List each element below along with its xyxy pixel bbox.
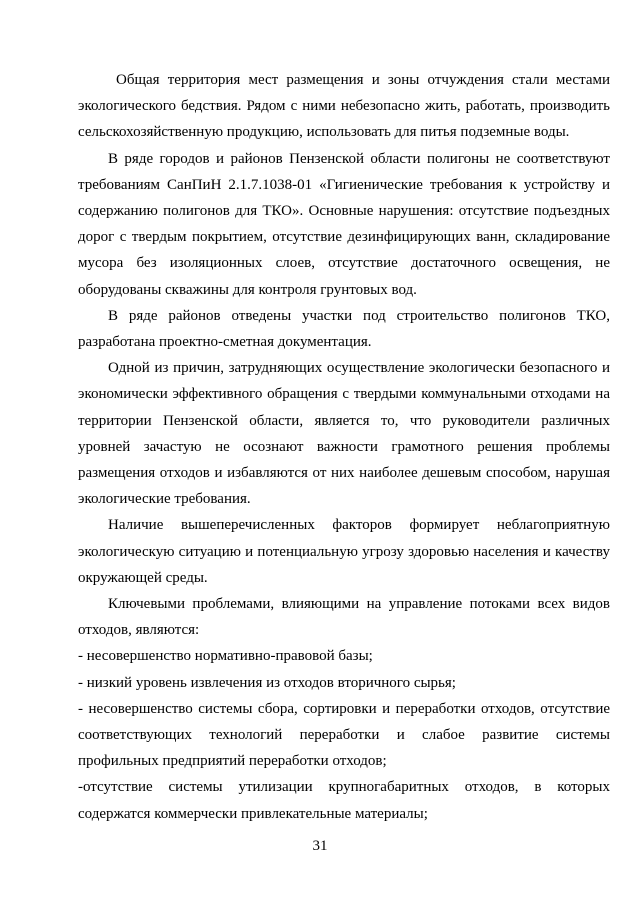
list-item: - несовершенство системы сбора, сортировки и переработки отходов, отсутствие соответствующих технологий переработки и слабое развитие системы профильных предприятий переработки отходов; [78, 700, 610, 770]
list-item: - несовершенство нормативно-правовой базы; [78, 648, 373, 665]
paragraph: В ряде районов отведены участки под строительство полигонов ТКО, разработана проектно-сметная документация. [78, 307, 610, 351]
page-number: 31 [312, 838, 328, 854]
list-item: - низкий уровень извлечения из отходов вторичного сырья; [78, 674, 456, 691]
paragraph: Одной из причин, затрудняющих осуществление экологически безопасного и экономически эффективного обращения с твердыми коммунальными отходами на территории Пензенской области, является то, что руководители различных уровней зачастую не осознают важности грамотного решения проблемы размещения отходов и избавляются от них наиболее дешевым способом, нарушая экологические требования. [78, 360, 610, 508]
paragraph: Общая территория мест размещения и зоны отчуждения стали местами экологического бедствия. Рядом с ними небезопасно жить, работать, производить сельскохозяйственную продукцию, использовать для питья подземные воды. [78, 72, 610, 141]
list-item: -отсутствие системы утилизации крупногабаритных отходов, в которых содержатся коммерчески привлекательные материалы; [78, 779, 610, 822]
paragraph: Ключевыми проблемами, влияющими на управление потоками всех видов отходов, являются: [78, 596, 610, 639]
paragraph: В ряде городов и районов Пензенской области полигоны не соответствуют требованиям СанПиН 2.1.7.1038-01 «Гигиенические требования к устройству и содержанию полигонов для ТКО». Основные нарушения: отсутствие подъездных дорог с твердым покрытием, отсутствие дезинфицирующих ванн, складирование мусора без изоляционных слоев, отсутствие достаточного освещения, не оборудованы скважины для контроля грунтовых вод. [78, 150, 610, 298]
page-body [78, 67, 610, 827]
paragraph: Наличие вышеперечисленных факторов формирует неблагоприятную экологическую ситуацию и потенциальную угрозу здоровью населения и качеству окружающей среды. [78, 517, 610, 586]
